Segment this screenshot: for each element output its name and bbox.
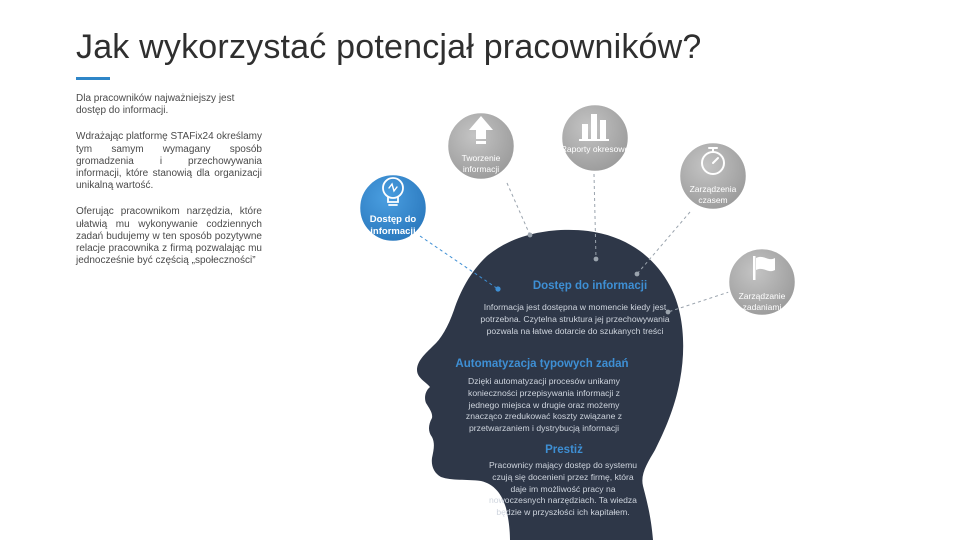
intro-paragraph-1: Dla pracowników najważniejszy jest dostęp do informacji. [76, 93, 235, 117]
circle-label-tworzenie: Tworzenie informacji [461, 153, 501, 174]
circle-label-dostep: Dostęp do informacji [369, 214, 417, 237]
circle-label-raporty: Raporty okresowe [560, 144, 630, 154]
circle-label-zarzadzenia: Zarządzenia czasem [689, 184, 737, 205]
connector-tworzenie [507, 183, 530, 235]
connector-dot [635, 272, 640, 277]
connector-dot [528, 233, 533, 238]
section-body-automatyzacja: Dzięki automatyzacji procesów unikamy konieczności przepisywania informacji z jednego miejsca w drugie oraz możemy znacząco zredukować koszty związane z przetwarzaniem i dystrybucją informacji [465, 376, 623, 434]
connector-dot-active [495, 286, 500, 291]
section-title-prestiz: Prestiż [545, 444, 583, 456]
page-title: Jak wykorzystać potencjał pracowników? [76, 28, 702, 66]
section-body-dostep: Informacja jest dostępna w momencie kiedy jest potrzebna. Czytelna struktura jej przechowywania pozwala na łatwe dotarcie do szukanych treści [480, 302, 670, 336]
connector-dot [594, 257, 599, 262]
section-title-dostep: Dostęp do informacji [532, 280, 648, 292]
circle-label-zadania: Zarządzanie zadaniami [738, 291, 786, 312]
intro-paragraph-2: Wdrażając platformę STAFix24 określamy tym samym wymagany sposób gromadzenia i przechowywania informacji, które stanowią dla organizacji unikalną wartość. [76, 131, 262, 192]
section-title-automatyzacja: Automatyzacja typowych zadań [455, 358, 629, 370]
intro-paragraph-3: Oferując pracownikom narzędzia, które ułatwią mu wykonywanie codziennych zadań budujemy w ten sposób pozytywne relacje pracownika z firmą pozwalając mu jednocześnie być częścią „społeczności” [76, 206, 262, 267]
section-body-prestiz: Pracownicy mający dostęp do systemu czują się docenieni przez firmę, która daje im możliwość pracy na nowoczesnych narzędziach. Ta wiedza będzie w przyszłości ich kapitałem. [488, 460, 638, 518]
